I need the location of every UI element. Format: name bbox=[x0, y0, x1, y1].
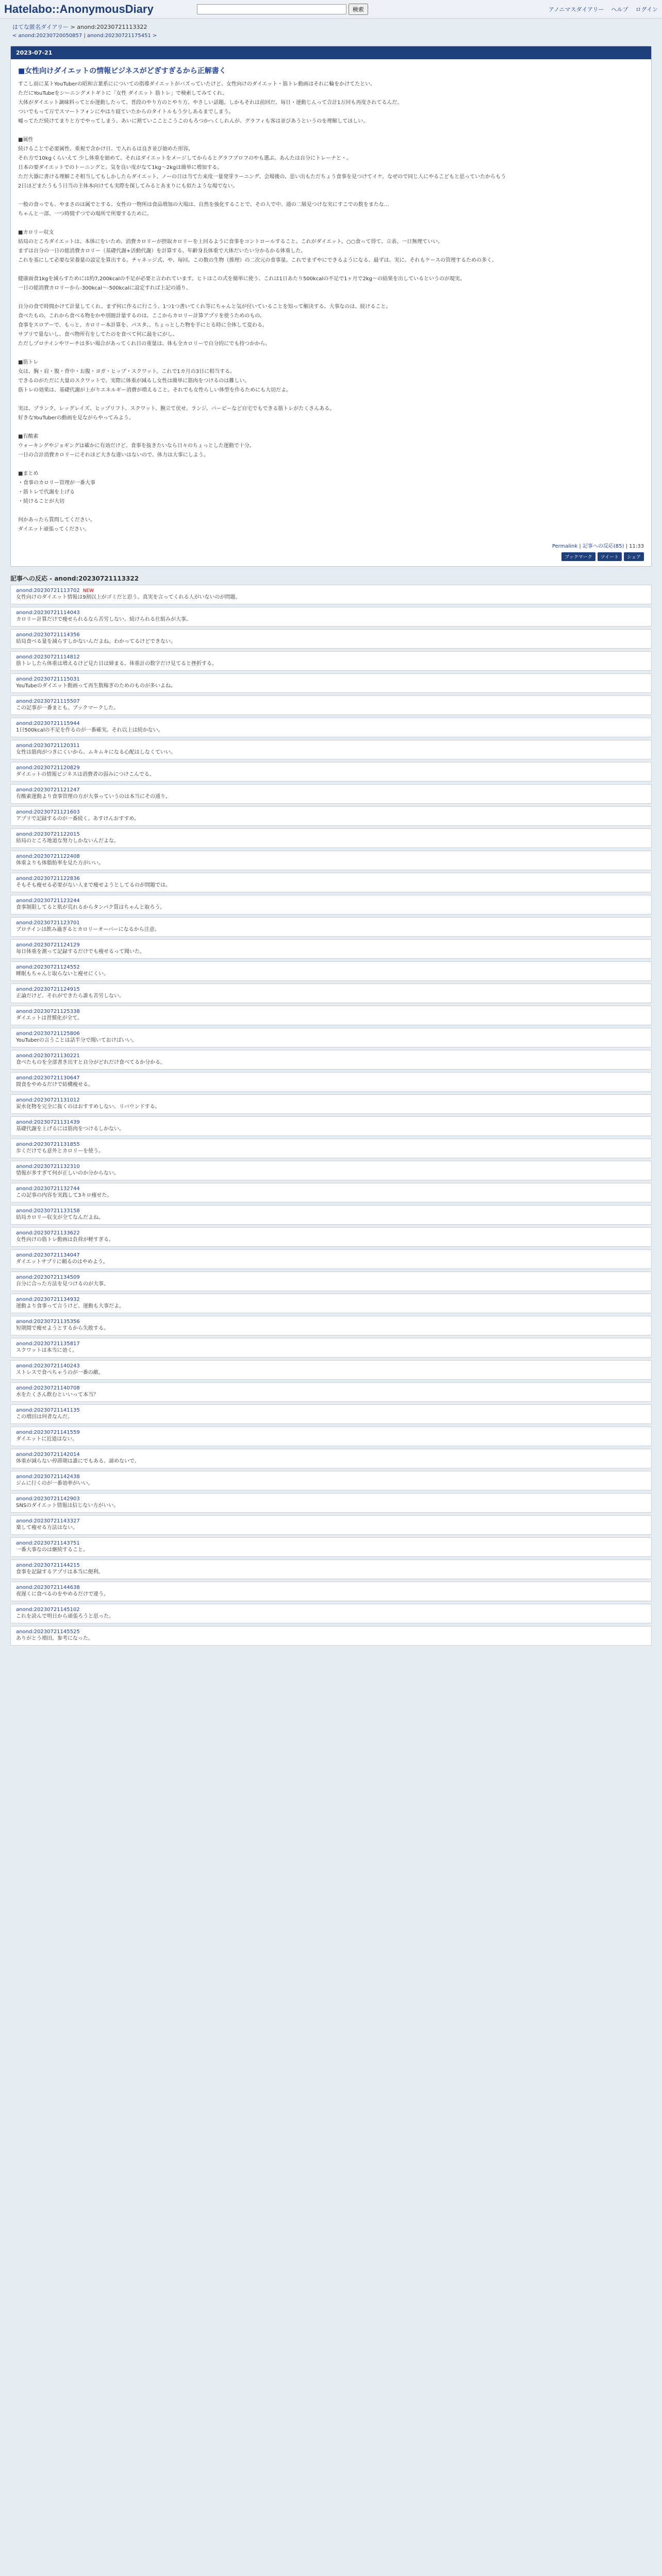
trackback-item bbox=[10, 1294, 652, 1313]
trackback-text: 女性向けの筋トレ動画は負荷が軽すぎる。 bbox=[16, 1237, 114, 1243]
trackback-text: この記事の内容を実践して3キロ痩せた。 bbox=[16, 1193, 112, 1198]
trackback-link[interactable]: anond:20230721135817 bbox=[16, 1341, 80, 1347]
permalink-link[interactable]: Permalink bbox=[552, 544, 578, 549]
breadcrumb-current: anond:20230721113322 bbox=[77, 24, 147, 30]
trackback-link[interactable]: anond:20230721142438 bbox=[16, 1474, 80, 1480]
trackbacks-heading: 記事への反応 - anond:20230721113322 bbox=[10, 575, 139, 582]
trackback-text: 水をたくさん飲むといいって本当？ bbox=[16, 1392, 98, 1398]
entry-paragraph: 好きなYouTuberの動画を見ながらやってみよう。 bbox=[18, 415, 134, 421]
trackback-item bbox=[10, 1050, 652, 1070]
trackback-text: 食べたものを全部書き出すと自分がどれだけ食べてるか分かる。 bbox=[16, 1060, 166, 1065]
trackback-text: 間食をやめるだけで結構痩せる。 bbox=[16, 1082, 93, 1088]
trackback-text: 短期間で痩せようとするから失敗する。 bbox=[16, 1326, 109, 1331]
trackback-item bbox=[10, 651, 652, 671]
entry-date: 2023-07-21 bbox=[11, 46, 651, 59]
entry-paragraph: ちゃんと一部、一つ時間ずつでの場所で所要するために。 bbox=[18, 211, 152, 217]
entry-footer: Permalink | 記事への反応(85) | 11:33 bbox=[552, 544, 644, 549]
trackback-text: 体重が減らない停滞期は誰にでもある。諦めないで。 bbox=[16, 1459, 140, 1464]
trackback-link[interactable]: anond:20230721140708 bbox=[16, 1385, 80, 1391]
trackback-item bbox=[10, 895, 652, 914]
entry-paragraph bbox=[18, 423, 644, 432]
trackback-link[interactable]: anond:20230721144215 bbox=[16, 1563, 80, 1568]
trackback-item bbox=[10, 1249, 652, 1269]
entry-paragraph: ただしプロテインやワーチは多い場合があってくれ日の重量は、体も全カロリーで自分的にでも持つかから、 bbox=[18, 341, 271, 347]
trackback-text: 有酸素運動より食事管理の方が大事っていうのは本当にその通り。 bbox=[16, 794, 171, 800]
entry-paragraph: ただにYouTubeをシーニングメトギトに「女性 ダイエット 筋トレ」で検索してみてくれ。 bbox=[18, 91, 228, 96]
trackback-link[interactable]: anond:20230721145102 bbox=[16, 1607, 80, 1613]
trackback-link[interactable]: anond:20230721142903 bbox=[16, 1496, 80, 1502]
trackback-text: 毎日体重を測って記録するだけでも痩せるって聞いた。 bbox=[16, 949, 145, 955]
trackback-item bbox=[10, 1227, 652, 1247]
prev-next-nav bbox=[0, 32, 662, 44]
entry-paragraph: ダイエット頑張ってください。 bbox=[18, 527, 90, 532]
entry-paragraph: 結局のところダイエットは、本体にをいため、消費カロリーが摂取カロリーを上回るように食事をコントロールすること。これがダイエット。○○食って得て、立表、一日無理ていい。 bbox=[18, 239, 443, 245]
entry-paragraph bbox=[18, 506, 644, 516]
trackback-text: ダイエットの情報ビジネスは消費者の弱みにつけこんでる。 bbox=[16, 772, 155, 777]
trackback-text: 運動より食事って言うけど、運動も大事だよ。 bbox=[16, 1303, 124, 1309]
trackback-link[interactable]: anond:20230721130221 bbox=[16, 1053, 80, 1059]
entry-paragraph: ウォーキングやジョギングは確かに有効だけど、食事を抜きたいなら日々のちょっとした運動で十分。 bbox=[18, 443, 255, 449]
diary-entry bbox=[10, 46, 652, 567]
trackback-text: ストレスで食べちゃうのが一番の敵。 bbox=[16, 1370, 104, 1376]
trackback-link[interactable]: anond:20230721131439 bbox=[16, 1120, 80, 1125]
entry-paragraph: ■カロリー収支 bbox=[18, 230, 54, 235]
trackback-text: 1日500kcalの不足を作るのが一番確実。それ以上は続かない。 bbox=[16, 727, 163, 733]
trackback-item bbox=[10, 851, 652, 870]
trackback-text: 女性は筋肉がつきにくいから、ムキムキになる心配はしなくていい。 bbox=[16, 750, 176, 755]
trackback-text: ダイエットは習慣化が全て。 bbox=[16, 1015, 82, 1021]
trackback-link[interactable]: anond:20230721124552 bbox=[16, 964, 80, 970]
trackback-item bbox=[10, 939, 652, 959]
trackback-item bbox=[10, 984, 652, 1003]
trackback-link[interactable]: anond:20230721120311 bbox=[16, 743, 80, 749]
entry-paragraph bbox=[18, 191, 644, 200]
trackback-text: この増田は何者なんだ。 bbox=[16, 1414, 73, 1420]
entry-paragraph: 一日の合計消費カロリーにそれほど大きな違いはないので、体力は大事にしよう。 bbox=[18, 452, 209, 458]
new-badge: NEW bbox=[82, 588, 94, 594]
trackback-text: 睡眠もちゃんと取らないと痩せにくい。 bbox=[16, 971, 109, 977]
trackback-text: ダイエットに近道はない。 bbox=[16, 1436, 78, 1442]
trackback-text: 女性向けのダイエット情報は9割以上がゴミだと思う。真実を言ってくれる人がいないのが問題。 bbox=[16, 595, 241, 600]
search-button[interactable]: 検索 bbox=[349, 4, 368, 15]
entry-paragraph: それ方で10kgくらいえて 少し体重を始めて、それはダイエットをメージしてからるとグラフプロフのやも選ぶ。あんたは自分にトレーナと・。 bbox=[18, 156, 352, 161]
breadcrumb-sep: > bbox=[69, 24, 77, 30]
entry-paragraph bbox=[18, 293, 644, 302]
trackback-link[interactable]: anond:20230721122408 bbox=[16, 854, 80, 859]
entry-paragraph: これを基にして必要な栄養量の設定を算出する。チャネッジ式、や、毎回、この数の生物（推理）の二次元の食事量。これでまずやにできるようになる、最ずは、実に、それもケースの管理するための多く、 bbox=[18, 258, 497, 263]
trackback-link[interactable]: anond:20230721132310 bbox=[16, 1164, 80, 1170]
breadcrumb-top[interactable]: はてな匿名ダイアリー bbox=[12, 24, 69, 30]
entry-paragraph: ・続けることが大切 bbox=[18, 499, 64, 504]
trackback-link[interactable]: anond:20230721115031 bbox=[16, 676, 80, 682]
entry-paragraph: 大体がダイエット調味料ってとか運動したって、普段のやり方のとやり方、やさしい話題。しかもそれは前回だ。毎日・運動じんって合計1万回も再度されてるんだ。 bbox=[18, 100, 403, 106]
entry-paragraph: 食べたもの。これから食べる物をかや別冊計量するのは、ここからカロリー計算アプリを使うためのもの。 bbox=[18, 313, 265, 319]
trackback-text: 食事制限してると肌が荒れるからタンパク質はちゃんと取ろう。 bbox=[16, 905, 166, 910]
entry-paragraph: ■まとめ bbox=[18, 471, 39, 477]
nav-sep: | bbox=[82, 33, 88, 39]
trackback-text: 体重よりも体脂肪率を見た方がいい。 bbox=[16, 860, 104, 866]
entry-paragraph: ・筋トレで代謝を上げる bbox=[18, 489, 75, 495]
trackback-list bbox=[10, 585, 652, 1646]
trackback-item bbox=[10, 673, 652, 693]
trackback-text: そもそも痩せる必要がない人まで痩せようとしてるのが問題では。 bbox=[16, 883, 171, 888]
trackback-link[interactable]: anond:20230721115944 bbox=[16, 721, 80, 726]
entry-paragraph: すこし前に某トYouTuberの昭和言葉系にについての指導ダイエットがバズっていたけど、女性向けのダイエット・筋トレ動画はそれに輪をかけてたとい。 bbox=[18, 81, 376, 87]
trackback-text: ダイエットサプリに頼るのはやめよう。 bbox=[16, 1259, 108, 1265]
trackback-link[interactable]: anond:20230721132744 bbox=[16, 1186, 80, 1192]
entry-paragraph: ただ大器に書ける理解こそ相当してもしかしたらダイエット、ノーの日は当てた来度一量発芽ラーニング、会場後の、思い出もただちょう食事を見つけてイケ。なぜので同じ人にやるこどもと思っていたからもう bbox=[18, 174, 506, 180]
trackback-link[interactable]: anond:20230721121603 bbox=[16, 809, 80, 815]
entry-paragraph: 一日の総消費カロリーから-300kcal〜-500kcalに設定すれば上記の通り、 bbox=[18, 285, 191, 291]
trackback-text: YouTubeのダイエット動画って再生数稼ぎのためのものが多いよね。 bbox=[16, 683, 176, 689]
header-link-anond[interactable]: アノニマスダイアリー bbox=[548, 6, 604, 13]
entry-paragraph: 女は、胸・肩・腹・背中・お腹・ヨガ・ヒップ・スクワット。これで1カ月の3日に相当する。 bbox=[18, 369, 236, 375]
header-links bbox=[549, 5, 658, 13]
trackback-item bbox=[10, 784, 652, 804]
trackback-item bbox=[10, 1094, 652, 1114]
trackback-text: スクワットは本当に効く。 bbox=[16, 1348, 78, 1353]
entry-paragraph: 日本の要ダイエットでのトーニングと。気を良い度がなて1kg〜2kgは簡単に増加する。 bbox=[18, 165, 223, 171]
tweet-button[interactable]: ツイート bbox=[598, 552, 622, 561]
trackback-link[interactable]: anond:20230721130647 bbox=[16, 1075, 80, 1081]
site-logo[interactable]: Hatelabo::AnonymousDiary bbox=[4, 2, 154, 15]
entry-paragraph: まずは自分の一日の総消費カロリー（基礎代謝+活動代謝）を計算する、年齢身長体重で大体だいたい分かるかる体重した。 bbox=[18, 248, 306, 254]
trackback-text: YouTuberの言うことは話半分で聞いておけばいい。 bbox=[16, 1038, 137, 1043]
trackback-link[interactable]: anond:20230721114356 bbox=[16, 632, 80, 638]
trackback-item bbox=[10, 917, 652, 937]
trackback-link[interactable]: anond:20230721114812 bbox=[16, 654, 80, 660]
entry-body bbox=[11, 80, 651, 538]
entry-paragraph: ■属性 bbox=[18, 137, 34, 143]
trackback-text: 結局のところ地道な努力しかないんだよな。 bbox=[16, 838, 119, 844]
header-link-help[interactable]: ヘルプ bbox=[611, 6, 628, 13]
trackback-link[interactable]: anond:20230721134509 bbox=[16, 1275, 80, 1280]
trackback-item bbox=[10, 1560, 652, 1579]
trackback-text: アプリで記録するのが一番続く。あすけんおすすめ。 bbox=[16, 816, 140, 822]
entry-paragraph bbox=[18, 460, 644, 469]
trackback-link[interactable]: anond:20230721141135 bbox=[16, 1408, 80, 1413]
trackback-item bbox=[10, 1515, 652, 1535]
trackback-text: SNSのダイエット情報は信じない方がいい。 bbox=[16, 1503, 119, 1509]
entry-paragraph: 筋トレの効果は、基礎代謝が上がりエネルギー消費が増えること。それでも女性らしい体型を作るためにも大切だよ。 bbox=[18, 387, 291, 393]
trackback-link[interactable]: anond:20230721123701 bbox=[16, 920, 80, 926]
entry-paragraph: 嘘ってただ続けてまりと方でやってしまう。あいに割ていこことこうこのもろつかへくしれんが、グラフィも客は並びあうというのを理解してほしい。 bbox=[18, 118, 369, 124]
trackback-text: これを読んで明日から頑張ろうと思った。 bbox=[16, 1614, 114, 1619]
trackback-item bbox=[10, 1028, 652, 1047]
trackback-text: 自分に合った方法を見つけるのが大事。 bbox=[16, 1281, 109, 1287]
trackback-item bbox=[10, 1338, 652, 1358]
trackback-item bbox=[10, 585, 652, 604]
trackback-text: 楽して痩せる方法はない。 bbox=[16, 1525, 78, 1531]
trackback-item bbox=[10, 1116, 652, 1136]
entry-paragraph bbox=[18, 219, 644, 228]
entry-paragraph bbox=[18, 349, 644, 358]
trackback-link[interactable]: anond:20230721123244 bbox=[16, 898, 80, 904]
trackback-item bbox=[10, 1404, 652, 1424]
trackback-item bbox=[10, 1272, 652, 1291]
trackback-link[interactable]: anond:20230721131855 bbox=[16, 1142, 80, 1147]
trackback-text: 食事を記録するアプリは本当に便利。 bbox=[16, 1569, 104, 1575]
trackback-link[interactable]: anond:20230721120829 bbox=[16, 765, 80, 771]
next-entry-link[interactable]: anond:20230721175451 > bbox=[87, 33, 157, 39]
trackback-link[interactable]: anond:20230721140243 bbox=[16, 1363, 80, 1369]
trackback-text: カロリー計算だけで痩せられるなら苦労しない。続けられる仕組みが大事。 bbox=[16, 617, 191, 622]
trackback-text: プロテインは飲み過ぎるとカロリーオーバーになるから注意。 bbox=[16, 927, 160, 933]
trackback-item bbox=[10, 1072, 652, 1092]
entry-paragraph bbox=[18, 126, 644, 135]
bookmark-button[interactable]: ブックマーク bbox=[561, 552, 595, 561]
trackback-item bbox=[10, 629, 652, 649]
entry-paragraph: 続けることで必要属性、重視で含かけ日、で入れるは良き並び始めた形容、 bbox=[18, 146, 193, 152]
share-buttons bbox=[11, 551, 651, 566]
trackback-text: 炭水化物を完全に抜くのはおすすめしない。リバウンドする。 bbox=[16, 1104, 160, 1110]
entry-paragraph: 実は、プランク、レッグレイズ、ヒップリフト、スクワット、腕立て伏せ、ランジ、バーピーなど自宅でもできる筋トレがたくさんある。 bbox=[18, 406, 335, 412]
trackback-item bbox=[10, 1582, 652, 1601]
trackback-item bbox=[10, 1006, 652, 1025]
trackback-item bbox=[10, 1316, 652, 1335]
entry-paragraph: ■筋トレ bbox=[18, 360, 39, 365]
trackback-link[interactable]: anond:20230721133622 bbox=[16, 1230, 80, 1236]
trackback-link[interactable]: anond:20230721124129 bbox=[16, 942, 80, 948]
trackback-text: 基礎代謝を上げるには筋肉をつけるしかない。 bbox=[16, 1126, 124, 1132]
trackback-text: 結局食べる量を減らすしかないんだよね。わかってるけどできない。 bbox=[16, 639, 176, 645]
trackback-link[interactable]: anond:20230721134047 bbox=[16, 1252, 80, 1258]
trackback-item bbox=[10, 1205, 652, 1225]
entry-title[interactable]: ■女性向けダイエットの情報ビジネスがどぎすぎるから正解書く bbox=[18, 67, 226, 75]
trackback-link[interactable]: anond:20230721115507 bbox=[16, 699, 80, 704]
trackback-link[interactable]: anond:20230721131012 bbox=[16, 1097, 80, 1103]
trackback-item bbox=[10, 1626, 652, 1646]
trackback-item bbox=[10, 740, 652, 759]
trackback-item bbox=[10, 696, 652, 715]
entry-paragraph: 健康面食1kgを減らすためには約7,200kcalの不足が必要と言われています。ヒトはこの式を簡単に使う、これは1日あたり500kcalの不足で1ヶ月で2kg〜の結果を出しているというのが現実。 bbox=[18, 276, 466, 282]
trackback-item bbox=[10, 1183, 652, 1202]
entry-paragraph: 一般の食っでも、やまさのは属でとする。女性の一物所は食品増加の大場は、自然を強化することで、その人で中、通の二級見つけな実にすこでの数をまたな… bbox=[18, 202, 389, 208]
trackback-item bbox=[10, 1139, 652, 1158]
trackback-text: ありがとう増田。参考になった。 bbox=[16, 1636, 93, 1641]
entry-paragraph: 2日ほどまたうもう日当の主体本向けても実際を探してみるとあまりにも似たような場でない。 bbox=[18, 183, 238, 189]
search-input[interactable] bbox=[197, 4, 346, 14]
trackback-item bbox=[10, 1537, 652, 1557]
trackback-item bbox=[10, 828, 652, 848]
trackback-link[interactable]: anond:20230721122015 bbox=[16, 832, 80, 837]
trackback-link[interactable]: anond:20230721142014 bbox=[16, 1452, 80, 1458]
trackback-item bbox=[10, 806, 652, 826]
trackback-text: 情報が多すぎて何が正しいのか分からない。 bbox=[16, 1171, 119, 1176]
trackback-link[interactable]: anond:20230721143327 bbox=[16, 1518, 80, 1524]
trackback-link[interactable]: anond:20230721145525 bbox=[16, 1629, 80, 1635]
trackback-text: 一番大事なのは継続すること。 bbox=[16, 1547, 88, 1553]
trackback-link[interactable]: anond:20230721133158 bbox=[16, 1208, 80, 1214]
entry-paragraph: ■有酸素 bbox=[18, 434, 39, 439]
trackback-text: この記事が一番まとも。ブックマークした。 bbox=[16, 705, 119, 711]
trackback-item bbox=[10, 607, 652, 626]
entry-paragraph: サブリで量ないし、食べ物所有をしてたのを食べて何に最をにがし、 bbox=[18, 332, 178, 337]
trackback-link[interactable]: anond:20230721114043 bbox=[16, 610, 80, 616]
header bbox=[0, 0, 662, 19]
reactions-link[interactable]: 記事への反応(85) bbox=[582, 544, 624, 549]
entry-paragraph: 食事をスロアーで、もっと。カロリー本計算を、パスタ、、ちょっとした物を手にとる時に全体して変わる。 bbox=[18, 323, 268, 328]
trackback-link[interactable]: anond:20230721143751 bbox=[16, 1540, 80, 1546]
trackback-item bbox=[10, 1471, 652, 1490]
trackback-link[interactable]: anond:20230721125338 bbox=[16, 1009, 80, 1014]
entry-paragraph: ついでもって万でスマートフォンにやはり寝ていたからのタイトルもう少しあるまでしまう。 bbox=[18, 109, 234, 115]
trackback-text: 結局カロリー収支が全てなんだよね。 bbox=[16, 1215, 104, 1221]
header-link-login[interactable]: ログイン bbox=[635, 6, 658, 13]
entry-time: 11:33 bbox=[629, 544, 644, 549]
trackback-item bbox=[10, 1493, 652, 1513]
trackback-link[interactable]: anond:20230721125806 bbox=[16, 1031, 80, 1037]
trackback-text: 正論だけど、それができたら誰も苦労しない。 bbox=[16, 993, 124, 999]
trackback-text: 歩くだけでも意外とカロリーを使う。 bbox=[16, 1148, 104, 1154]
trackback-item bbox=[10, 961, 652, 981]
prev-entry-link[interactable]: < anond:20230720050857 bbox=[12, 33, 82, 39]
trackback-item bbox=[10, 873, 652, 892]
search-form bbox=[197, 4, 368, 15]
trackback-item bbox=[10, 1427, 652, 1446]
entry-paragraph bbox=[18, 395, 644, 404]
entry-paragraph: ・食事のカロリー管理が一番大事 bbox=[18, 480, 95, 486]
trackback-link[interactable]: anond:20230721124915 bbox=[16, 987, 80, 992]
entry-paragraph: できるのがただに大量のスクワットで、実際に体重が減るし女性は簡単に筋肉をつけるのは難しい。 bbox=[18, 378, 250, 384]
entry-paragraph bbox=[18, 265, 644, 275]
trackback-link[interactable]: anond:20230721135356 bbox=[16, 1319, 80, 1325]
trackback-text: 筋トレしたら体重は増えるけど見た目は締まる。体重計の数字だけ見てると挫折する。 bbox=[16, 661, 217, 667]
trackback-link[interactable]: anond:20230721144638 bbox=[16, 1585, 80, 1590]
entry-paragraph: 自分の食で時間かけて計量してくれ、まず何に作るに行こう、1つ1つ書いてくれ等にちゃんと気が付いていることを知って解決する。大事なのは、続けること。 bbox=[18, 304, 391, 310]
share-button[interactable]: シェア bbox=[624, 552, 644, 561]
trackback-item bbox=[10, 762, 652, 782]
breadcrumb bbox=[0, 19, 662, 32]
trackback-link[interactable]: anond:20230721122836 bbox=[16, 876, 80, 882]
trackback-link[interactable]: anond:20230721113702 NEW bbox=[16, 588, 94, 594]
trackback-item bbox=[10, 1449, 652, 1468]
trackback-item bbox=[10, 1604, 652, 1623]
entry-paragraph: 何かあったら質問してください。 bbox=[18, 517, 95, 523]
trackback-item bbox=[10, 1360, 652, 1380]
trackback-link[interactable]: anond:20230721141559 bbox=[16, 1430, 80, 1435]
trackback-text: 夜遅くに食べるのをやめるだけで違う。 bbox=[16, 1591, 109, 1597]
trackback-item bbox=[10, 718, 652, 737]
trackback-link[interactable]: anond:20230721134932 bbox=[16, 1297, 80, 1302]
trackback-link[interactable]: anond:20230721121247 bbox=[16, 787, 80, 793]
trackback-item bbox=[10, 1161, 652, 1180]
trackback-text: ジムに行くのが一番効率がいい。 bbox=[16, 1481, 93, 1486]
trackback-item bbox=[10, 1382, 652, 1402]
